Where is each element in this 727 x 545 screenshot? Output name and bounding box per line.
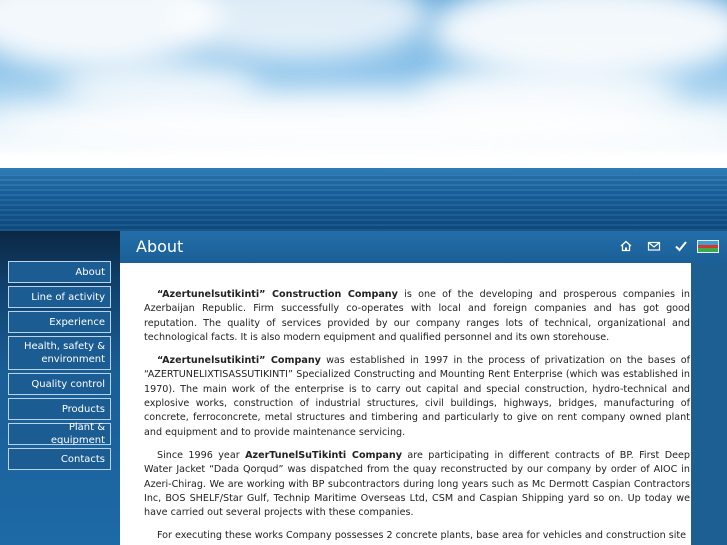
nav-item-label: About xyxy=(75,266,105,278)
cloud xyxy=(170,0,430,60)
checkmark-icon[interactable] xyxy=(674,239,688,253)
nav-item-plant-equipment[interactable] xyxy=(8,423,111,445)
nav-item-health-safety-environment[interactable] xyxy=(8,336,111,370)
nav-item-line-of-activity[interactable] xyxy=(8,286,111,308)
page-title: About xyxy=(136,237,184,256)
mail-icon[interactable] xyxy=(647,239,661,253)
paragraph-bp-contracts xyxy=(144,449,690,520)
hero-banner xyxy=(0,0,727,231)
cloud xyxy=(60,60,260,115)
paragraph-text: is one of the developing and prosperous companies in Azerbaijan Republic. Firm successfully co-operates with local and foreign companies and has got good reputation. The quality of services provided by our company ranges lots of technical, organizational and technological facts. It is also modern equipment and qualified personnel and its own storehouse. xyxy=(144,289,690,343)
nav-item-experience[interactable] xyxy=(8,311,111,333)
azerbaijan-flag-icon[interactable] xyxy=(697,240,719,253)
nav-item-label: Products xyxy=(61,403,105,415)
content-area xyxy=(120,263,691,545)
nav-item-about[interactable] xyxy=(8,261,111,283)
paragraph-text: are participating in different contracts of BP. First Deep Water Jacket “Dada Qorqud” was dispatched from the quay reconstructed by our company by order of AIOC in Azeri-Chirag. We are working with BP subcontractors during long years such as Mc Dermott Caspian Contractors Inc, BOS SHELF/Star Gulf, Technip Maritime Overseas Ltd, CSM and Caspian Shipping yard so on. Up today we have carried out several projects with these companies. xyxy=(144,449,690,519)
sea-texture xyxy=(0,175,727,231)
paragraph-text: Since 1996 year xyxy=(157,449,246,461)
company-name: “Azertunelsutikinti” Company xyxy=(157,355,321,367)
paragraph-history xyxy=(144,354,690,440)
nav-item-label: Health, safety & environment xyxy=(23,341,105,365)
sidebar xyxy=(0,231,120,545)
nav-item-label: Experience xyxy=(49,316,105,328)
cloud xyxy=(420,65,680,125)
nav-item-label: Contacts xyxy=(60,453,105,465)
nav-item-label: Line of activity xyxy=(31,291,105,303)
main-nav xyxy=(8,261,111,473)
nav-item-quality-control[interactable] xyxy=(8,373,111,395)
article xyxy=(144,288,690,545)
paragraph-facilities: For executing these works Company possesses 2 concrete plants, base area for vehicles and construction site xyxy=(157,530,687,542)
paragraph-text: was established in 1997 in the process of privatization on the bases of “AZERTUNELIXTISASSUTIKINTI” Specialized Constructing and Mounting Rent Enterprise (which was established in 1970). The main work of the enterprise is to carry out capital and special construction, hydro-technical and explosive works, construction of industrial structures, civil buildings, highways, bridges, manufacturing of concrete, ferroconcrete, metal structures and timbering and particularly to give on rent company owned plant and equipment and to provide maintenance servicing. xyxy=(144,355,691,438)
paragraph-intro xyxy=(144,288,690,345)
company-name: AzerTunelSuTikinti Company xyxy=(245,449,402,461)
nav-item-products[interactable] xyxy=(8,398,111,420)
nav-item-label: Plant & equipment xyxy=(50,422,105,446)
nav-item-label: Quality control xyxy=(31,378,105,390)
page-header-bar xyxy=(120,231,727,263)
company-name: “Azertunelsutikinti” Construction Company xyxy=(157,289,398,300)
right-edge-strip xyxy=(691,263,727,545)
home-icon[interactable] xyxy=(619,239,633,253)
nav-item-contacts[interactable] xyxy=(8,448,111,470)
